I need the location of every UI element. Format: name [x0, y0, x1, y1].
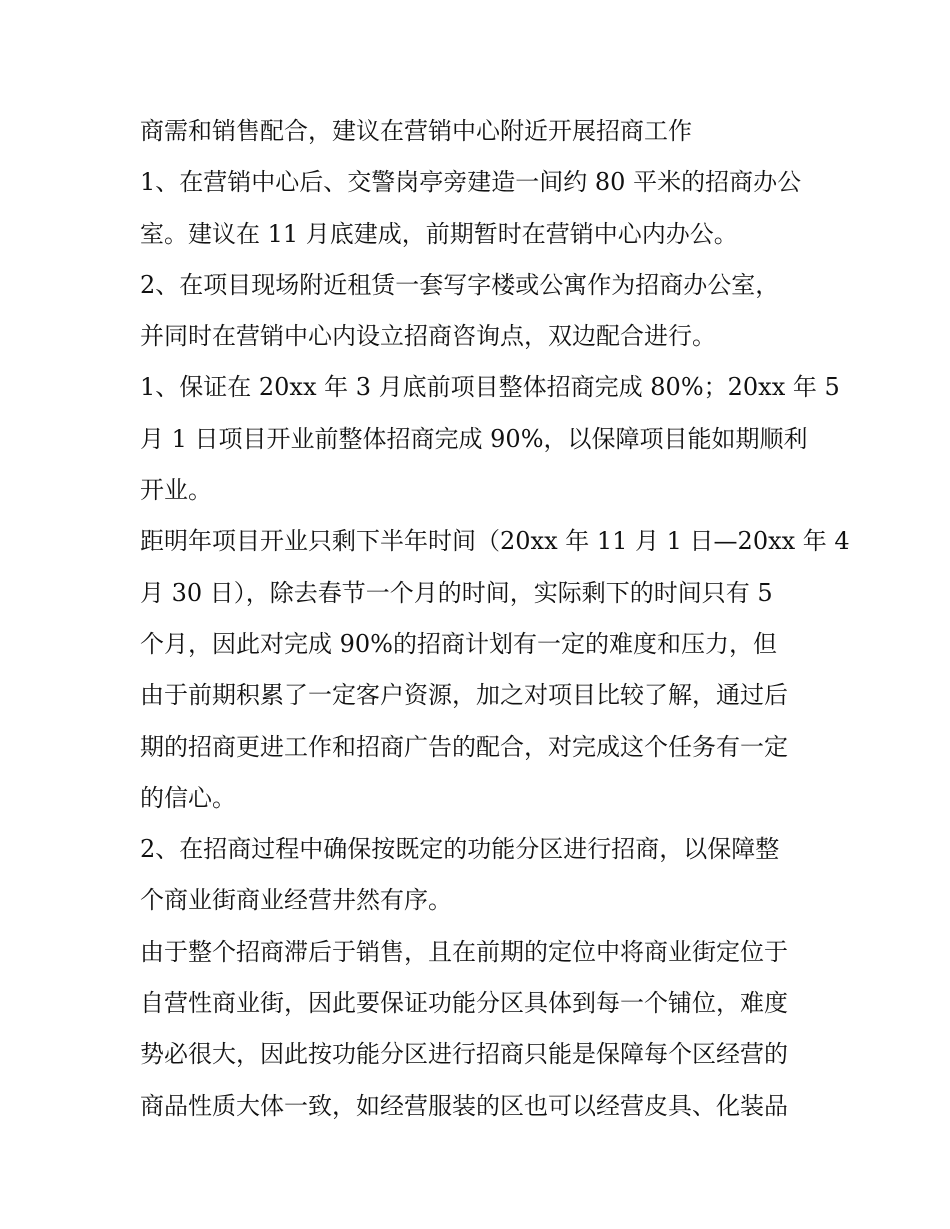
text-line: 由于前期积累了一定客户资源，加之对项目比较了解，通过后: [140, 681, 788, 710]
document-body: [140, 106, 850, 1132]
text-line: 势必很大，因此按功能分区进行招商只能是保障每个区经营的: [140, 1040, 788, 1069]
text-line: 并同时在营销中心内设立招商咨询点，双边配合进行。: [140, 322, 716, 351]
text-line: 个商业街商业经营井然有序。: [140, 886, 452, 915]
text-line: 自营性商业街，因此要保证功能分区具体到每一个铺位，难度: [140, 989, 788, 1018]
text-line: 月 30 日），除去春节一个月的时间，实际剩下的时间只有 5: [140, 578, 773, 607]
text-line: 2、在招商过程中确保按既定的功能分区进行招商，以保障整: [140, 835, 780, 864]
text-line: 期的招商更进工作和招商广告的配合，对完成这个任务有一定: [140, 732, 788, 761]
text-line: 商品性质大体一致，如经营服装的区也可以经营皮具、化装品: [140, 1091, 788, 1120]
text-line: 由于整个招商滞后于销售，且在前期的定位中将商业街定位于: [140, 937, 788, 966]
text-line: 的信心。: [140, 783, 236, 812]
text-line: 室。建议在 11 月底建成，前期暂时在营销中心内办公。: [140, 219, 738, 248]
text-line: 1、在营销中心后、交警岗亭旁建造一间约 80 平米的招商办公: [140, 168, 802, 197]
text-line: 距明年项目开业只剩下半年时间（20xx 年 11 月 1 日—20xx 年 4: [140, 527, 850, 556]
text-line: 个月，因此对完成 90%的招商计划有一定的难度和压力，但: [140, 629, 777, 658]
text-line: 2、在项目现场附近租赁一套写字楼或公寓作为招商办公室，: [140, 270, 780, 299]
text-line: 月 1 日项目开业前整体招商完成 90%，以保障项目能如期顺利: [140, 424, 808, 453]
text-line: 开业。: [140, 476, 212, 505]
text-line: 商需和销售配合，建议在营销中心附近开展招商工作: [140, 117, 692, 145]
text-line: 1、保证在 20xx 年 3 月底前项目整体招商完成 80%；20xx 年 5: [140, 373, 840, 402]
